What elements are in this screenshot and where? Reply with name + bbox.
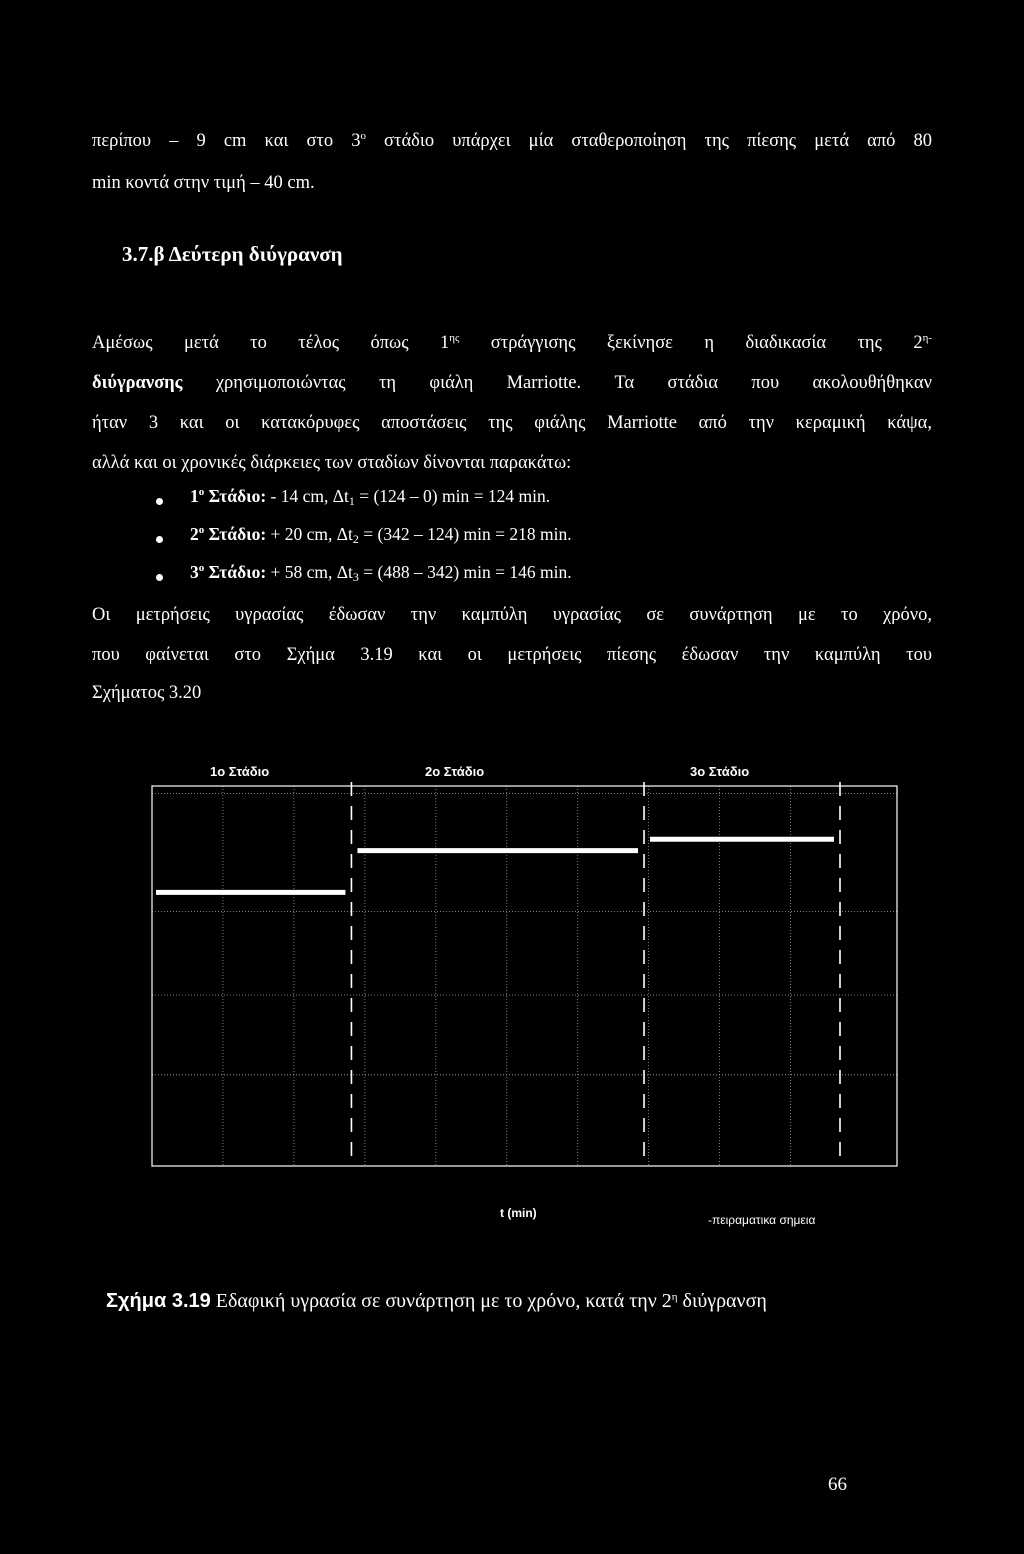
para2-line-1: Οι μετρήσεις υγρασίας έδωσαν την καμπύλη υγρασίας σε συνάρτηση με το χρόνο, — [92, 605, 932, 625]
stage-item-2: $2^o$ Στάδιο: + 20 cm, $\Delta t_2 = (342 - 124) \min = 218$ min. — [190, 524, 572, 546]
plot-frame — [152, 786, 897, 1166]
chart-grid — [152, 786, 897, 1166]
legend-label: -πειραματικα σημεια — [708, 1213, 816, 1227]
para2-line-2: που φαίνεται στο Σχήμα 3.19 και οι μετρήσεις πίεσης έδωσαν την καμπύλη του — [92, 645, 932, 665]
stage-item-1: $1^o$ Στάδιο: - 14 cm, $\Delta t_1 = (124 - 0) \min = 124$ min. — [190, 486, 551, 508]
bullet-icon — [156, 574, 163, 581]
stage-item-3: $3^o$ Στάδιο: + 58 cm, $\Delta t_3 = (488 - 342) \min = 146$ min. — [190, 562, 572, 584]
stage-label-2: 2ο Στάδιο — [425, 764, 485, 779]
stage-label-1: 1ο Στάδιο — [210, 764, 270, 779]
x-axis-label: t (min) — [500, 1206, 537, 1220]
figure-caption: Σχήμα 3.19 Εδαφική υγρασία σε συνάρτηση με το χρόνο, κατά την $2^\eta$ διύγρανση — [106, 1290, 767, 1312]
page-number: 66 — [828, 1474, 847, 1495]
intro-line-2: min κοντά στην τιμή – 40 cm. — [92, 173, 315, 193]
para1-line-4: αλλά και οι χρονικές διάρκειες των σταδίων δίνονται παρακάτω: — [92, 453, 572, 473]
section-heading: 3.7.β Δεύτερη διύγρανση — [122, 242, 343, 266]
para1-line-1: Αμέσως μετά το τέλος όπως $1^{\eta\varsigma}$ στράγγισης ξεκίνησε η διαδικασία της $2^{\eta-}$ — [92, 332, 932, 353]
bullet-icon — [156, 498, 163, 505]
para1-line-2: διύγρανσης χρησιμοποιώντας τη φιάλη Marriotte. Τα στάδια που ακολουθήθηκαν — [92, 373, 932, 393]
stage-label-3: 3ο Στάδιο — [690, 764, 750, 779]
bullet-icon — [156, 536, 163, 543]
chart-marks — [156, 782, 840, 1156]
intro-line-1: περίπου – 9 cm και στο $3^o$ στάδιο υπάρχει μία σταθεροποίηση της πίεσης μετά από 80 — [92, 130, 932, 151]
para2-line-3: Σχήματος 3.20 — [92, 683, 202, 703]
para1-line-3: ήταν 3 και οι κατακόρυφες αποστάσεις της φιάλης Marriotte από την κεραμική κάψα, — [92, 413, 932, 433]
